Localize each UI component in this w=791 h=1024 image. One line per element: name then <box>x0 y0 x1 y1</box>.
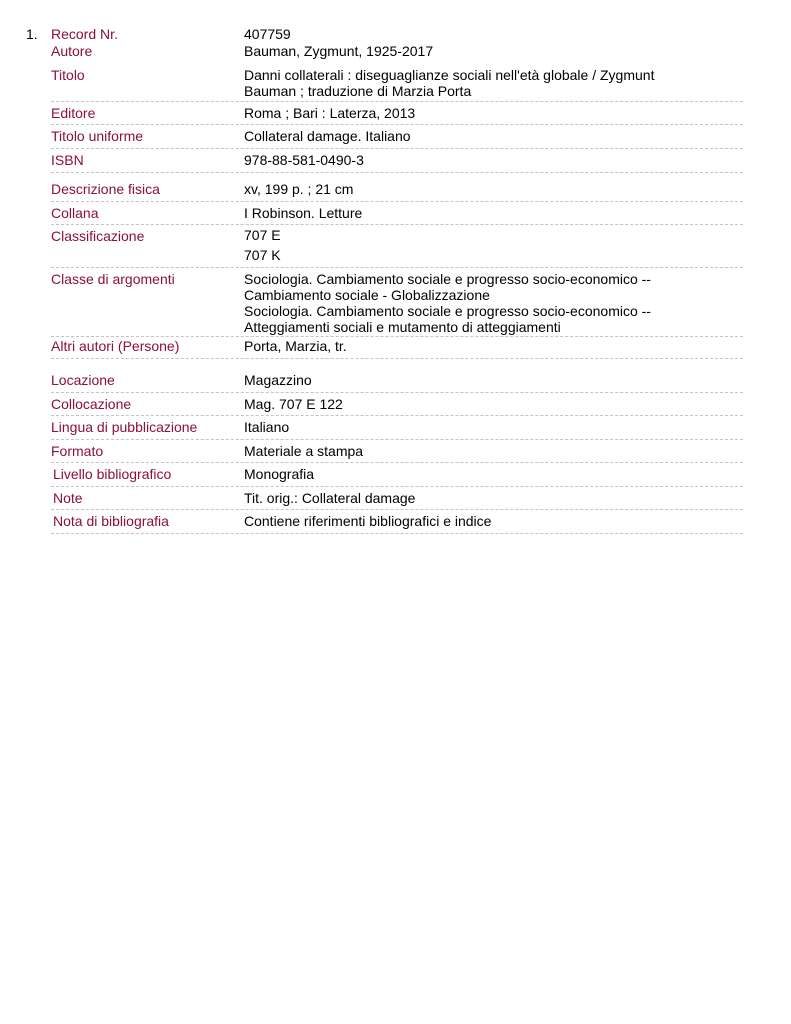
field-value-line: Cambiamento sociale - Globalizzazione <box>244 287 490 303</box>
field-row-classificazione <box>51 225 743 268</box>
field-label: Editore <box>51 105 96 121</box>
field-value-line: 707 E <box>244 227 281 243</box>
field-label: Autore <box>51 43 93 59</box>
field-value-line: Bauman, Zygmunt, 1925-2017 <box>244 43 434 59</box>
field-value <box>244 466 743 482</box>
field-label: Classificazione <box>51 228 145 244</box>
field-value-line: Mag. 707 E 122 <box>244 396 343 412</box>
field-label: Collocazione <box>51 396 132 412</box>
field-label: Nota di bibliografia <box>53 513 169 529</box>
field-row-collocazione <box>51 393 743 416</box>
field-row-altri-autori <box>51 337 743 359</box>
field-value-line: Tit. orig.: Collateral damage <box>244 490 416 506</box>
field-value <box>244 338 743 354</box>
field-value-line: Danni collaterali : diseguaglianze sociali nell'età globale / Zygmunt <box>244 67 655 83</box>
field-row-record-nr <box>51 26 743 43</box>
field-value <box>244 443 743 459</box>
field-value <box>244 67 743 99</box>
field-label: Locazione <box>51 372 115 388</box>
field-label: Livello bibliografico <box>53 466 172 482</box>
field-value-line: Monografia <box>244 466 315 482</box>
field-row-titolo <box>51 67 743 102</box>
field-value-line: Collateral damage. Italiano <box>244 128 411 144</box>
field-label: ISBN <box>51 152 84 168</box>
field-value-line: 407759 <box>244 26 291 42</box>
record-fields <box>51 26 743 534</box>
field-row-livello-bibliografico <box>51 463 743 487</box>
field-value <box>244 205 743 221</box>
field-value <box>244 43 743 59</box>
field-value-line: Sociologia. Cambiamento sociale e progresso socio-economico -- <box>244 303 651 319</box>
field-row-note <box>51 487 743 510</box>
field-value-line: Materiale a stampa <box>244 443 364 459</box>
field-value-line: xv, 199 p. ; 21 cm <box>244 181 354 197</box>
field-value-line: Atteggiamenti sociali e mutamento di atteggiamenti <box>244 319 561 335</box>
field-value-line: Contiene riferimenti bibliografici e indice <box>244 513 492 529</box>
field-label: Record Nr. <box>51 26 118 42</box>
field-value-line: Italiano <box>244 419 290 435</box>
field-label: Descrizione fisica <box>51 181 160 197</box>
field-value-line: Sociologia. Cambiamento sociale e progresso socio-economico -- <box>244 271 651 287</box>
field-value-line: I Robinson. Letture <box>244 205 363 221</box>
field-row-collana <box>51 202 743 225</box>
field-value <box>244 226 743 265</box>
field-value-line: Magazzino <box>244 372 312 388</box>
field-row-classe-di-argomenti <box>51 268 743 337</box>
field-value-line: Porta, Marzia, tr. <box>244 338 347 354</box>
field-value <box>244 181 743 197</box>
field-row-editore <box>51 102 743 125</box>
field-value <box>244 271 743 335</box>
field-row-autore <box>51 43 743 67</box>
field-row-lingua <box>51 416 743 440</box>
field-value-line: Roma ; Bari : Laterza, 2013 <box>244 105 416 121</box>
field-value <box>244 105 743 121</box>
field-label: Altri autori (Persone) <box>51 338 180 354</box>
field-row-nota-di-bibliografia <box>51 510 743 534</box>
field-label: Titolo uniforme <box>51 128 144 144</box>
field-label: Collana <box>51 205 99 221</box>
field-value <box>244 490 743 506</box>
field-value-line: 978-88-581-0490-3 <box>244 152 364 168</box>
field-row-descrizione-fisica <box>51 173 743 202</box>
field-value-line: 707 K <box>244 246 281 263</box>
field-label: Titolo <box>51 67 85 83</box>
field-value <box>244 513 743 529</box>
field-row-titolo-uniforme <box>51 125 743 149</box>
field-row-locazione <box>51 359 743 393</box>
field-row-isbn <box>51 149 743 173</box>
field-value <box>244 26 743 42</box>
field-value <box>244 396 743 412</box>
field-label: Classe di argomenti <box>51 271 175 287</box>
field-row-formato <box>51 440 743 463</box>
field-value <box>244 128 743 144</box>
field-value <box>244 152 743 168</box>
field-label: Note <box>53 490 83 506</box>
field-label: Lingua di pubblicazione <box>51 419 198 435</box>
field-value <box>244 419 743 435</box>
field-value-line: Bauman ; traduzione di Marzia Porta <box>244 83 472 99</box>
record-number: 1. <box>26 26 38 42</box>
field-value <box>244 372 743 388</box>
field-label: Formato <box>51 443 104 459</box>
